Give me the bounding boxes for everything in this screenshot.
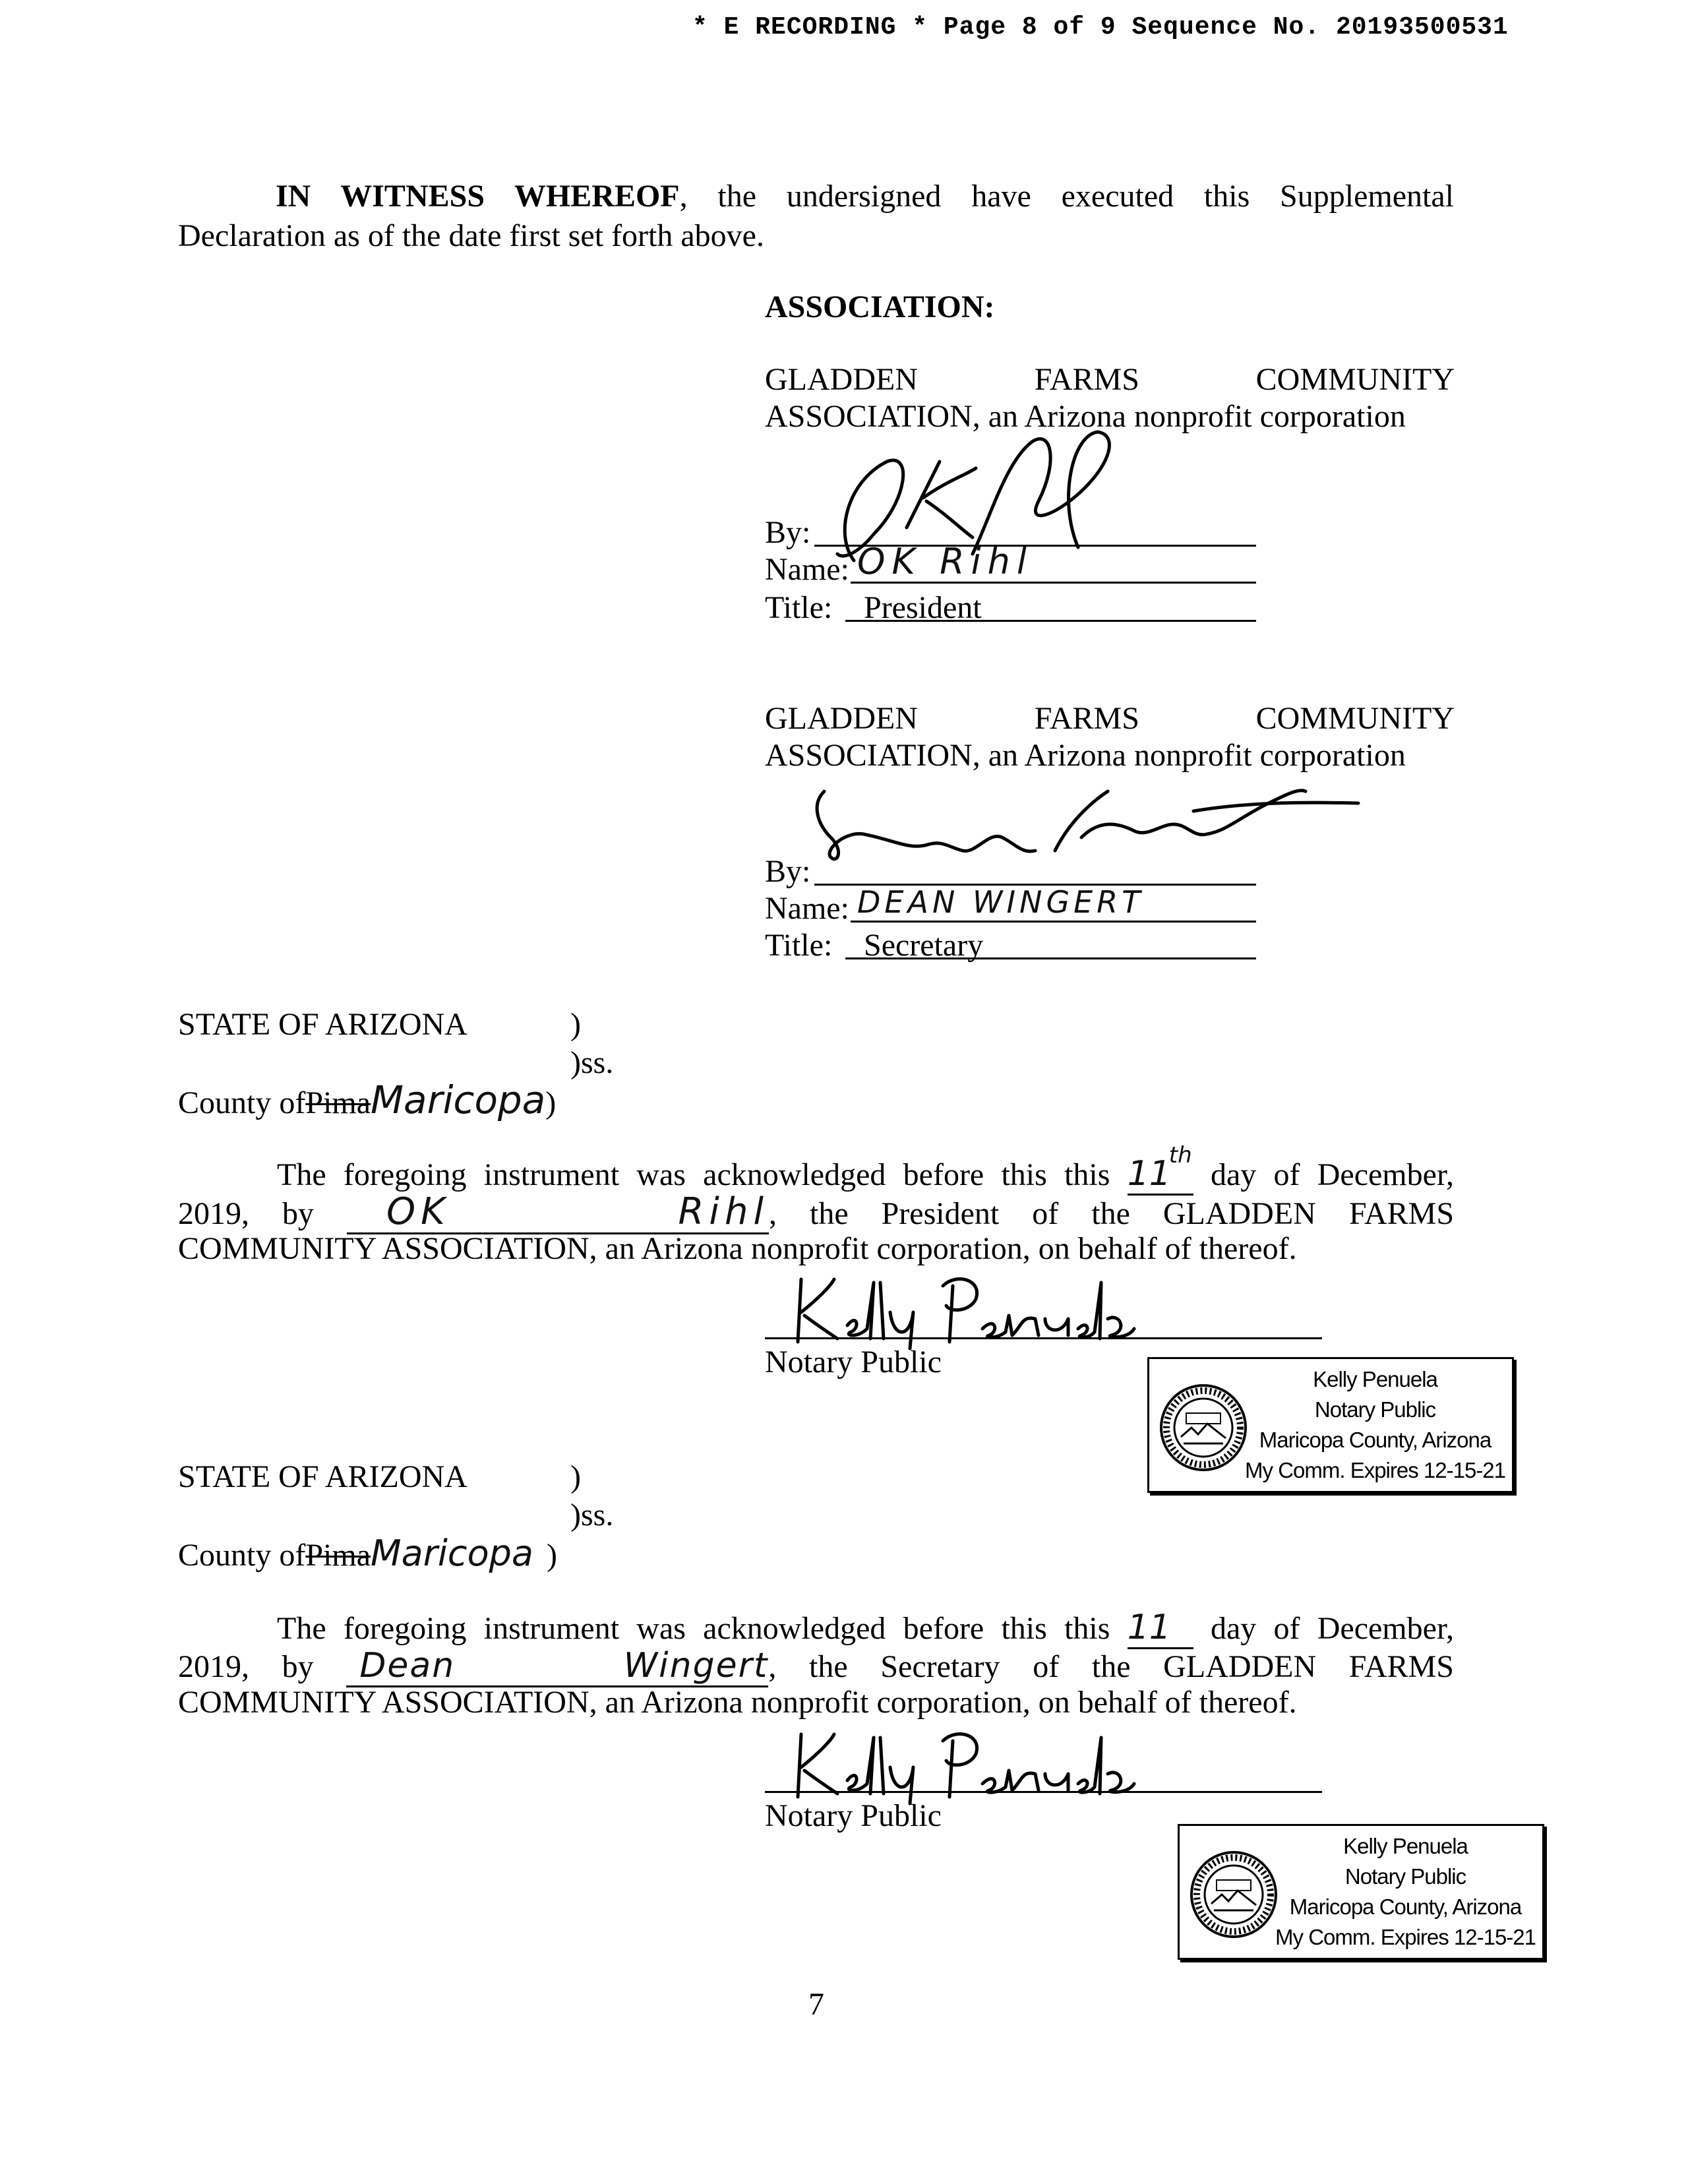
ack1-county <box>178 1077 557 1122</box>
entity-line-2: ASSOCIATION, an Arizona nonprofit corporation <box>765 738 1406 773</box>
entity-word: COMMUNITY <box>1255 362 1455 397</box>
title-line-2 <box>845 957 1256 959</box>
ack2-line-3: COMMUNITY ASSOCIATION, an Arizona nonprofit corporation, on behalf of thereof. <box>178 1685 1297 1720</box>
witness-line-2: Declaration as of the date first set forth above. <box>178 218 764 253</box>
day-hand: 11 <box>1127 1608 1171 1647</box>
by-label-2: By: <box>765 854 811 889</box>
ack1-day-blank <box>1127 1142 1193 1196</box>
entity-word: COMMUNITY <box>1255 701 1455 736</box>
ack1-by-blank <box>347 1190 769 1234</box>
stamp-expires: My Comm. Expires 12-15-21 <box>1275 1925 1536 1949</box>
name-value-1: OK Rihl <box>857 541 1033 582</box>
notary-signature-2 <box>785 1721 1154 1807</box>
county-hand: Maricopa <box>371 1532 533 1574</box>
entity-word: GLADDEN <box>765 701 918 736</box>
county-prefix: County of <box>178 1085 306 1120</box>
stamp-name: Kelly Penuela <box>1343 1834 1468 1858</box>
notary-stamp-1 <box>1147 1357 1514 1493</box>
title-value-1: President <box>864 590 982 625</box>
ack2-state: STATE OF ARIZONA <box>178 1459 467 1494</box>
by-hand: Dean Wingert <box>359 1646 769 1685</box>
ack2-by-blank <box>346 1647 768 1687</box>
ack1-ss: )ss. <box>570 1045 614 1080</box>
entity-word: FARMS <box>1034 362 1139 397</box>
ack2-paren: ) <box>570 1459 581 1494</box>
name-line-1 <box>851 582 1256 584</box>
notary-stamp-2 <box>1178 1824 1544 1960</box>
ack2-line-2 <box>178 1647 1454 1687</box>
by-label-1: By: <box>765 515 811 550</box>
ack2-day-blank <box>1128 1609 1193 1649</box>
witness-rest: , the undersigned have executed this Supplemental <box>679 179 1455 214</box>
stamp-county: Maricopa County, Arizona <box>1259 1428 1492 1452</box>
county-struck: Pima <box>305 1085 371 1120</box>
ack1-line-3: COMMUNITY ASSOCIATION, an Arizona nonprofit corporation, on behalf of thereof. <box>178 1231 1297 1266</box>
day-hand: 11 <box>1127 1154 1171 1194</box>
title-line-1 <box>845 620 1256 622</box>
ack-text: 2019, by <box>178 1649 314 1684</box>
entity-line-2: ASSOCIATION, an Arizona nonprofit corporation <box>765 399 1406 434</box>
title-value-2: Secretary <box>864 928 984 963</box>
ack1-line-1 <box>178 1142 1455 1196</box>
title-label-2: Title: <box>765 928 833 963</box>
notary-line-1 <box>765 1337 1322 1339</box>
page-number: 7 <box>808 1987 824 2022</box>
signature-wingert <box>804 778 1372 870</box>
ack1-paren: ) <box>570 1007 581 1042</box>
entity-word: FARMS <box>1034 701 1139 736</box>
stamp-expires: My Comm. Expires 12-15-21 <box>1245 1458 1505 1482</box>
recording-header: * E RECORDING * Page 8 of 9 Sequence No. 20193500531 <box>692 13 1509 42</box>
notary-label-1: Notary Public <box>765 1345 942 1380</box>
name-line-2 <box>851 921 1256 923</box>
ack-text: The foregoing instrument was acknowledged before this this <box>277 1611 1110 1646</box>
association-heading: ASSOCIATION: <box>765 289 995 324</box>
stamp-name: Kelly Penuela <box>1313 1367 1437 1391</box>
ack-text: day of December, <box>1210 1611 1455 1646</box>
by-hand: OK Rihl <box>386 1190 769 1233</box>
county-prefix: County of <box>178 1538 306 1573</box>
signer-block-2 <box>765 700 1455 774</box>
title-label-1: Title: <box>765 590 833 625</box>
witness-line-1 <box>178 178 1454 215</box>
name-label-2: Name: <box>765 891 849 926</box>
ack1-line-2 <box>178 1190 1455 1234</box>
arizona-seal-icon <box>1157 1381 1250 1474</box>
stamp-role: Notary Public <box>1314 1397 1436 1422</box>
entity-line-1 <box>765 361 1455 398</box>
ack-text: 2019, by <box>178 1196 314 1231</box>
day-sup: th <box>1168 1142 1192 1168</box>
stamp-county: Maricopa County, Arizona <box>1289 1895 1522 1919</box>
ack1-state: STATE OF ARIZONA <box>178 1007 467 1042</box>
ack2-line-1 <box>178 1609 1454 1649</box>
entity-word: GLADDEN <box>765 362 918 397</box>
county-paren: ) <box>547 1538 557 1573</box>
stamp-role: Notary Public <box>1344 1864 1466 1889</box>
witness-lead: IN WITNESS WHEREOF <box>276 179 680 214</box>
arizona-seal-icon <box>1188 1848 1280 1941</box>
county-paren: ) <box>545 1085 557 1120</box>
notary-label-2: Notary Public <box>765 1798 942 1833</box>
ack-text: The foregoing instrument was acknowledged before this this <box>277 1157 1110 1192</box>
county-hand: Maricopa <box>371 1077 546 1122</box>
ack2-county <box>178 1532 557 1574</box>
notary-line-2 <box>765 1791 1322 1793</box>
name-label-1: Name: <box>765 552 849 587</box>
ack2-ss: )ss. <box>570 1498 614 1532</box>
ack-text: day of December, <box>1210 1157 1455 1192</box>
county-struck: Pima <box>305 1538 371 1573</box>
entity-line-1 <box>765 700 1455 737</box>
name-value-2: DEAN WINGERT <box>857 884 1145 920</box>
ack-text: , the Secretary of the GLADDEN FARMS <box>768 1649 1454 1684</box>
ack-text: , the President of the GLADDEN FARMS <box>769 1196 1455 1231</box>
